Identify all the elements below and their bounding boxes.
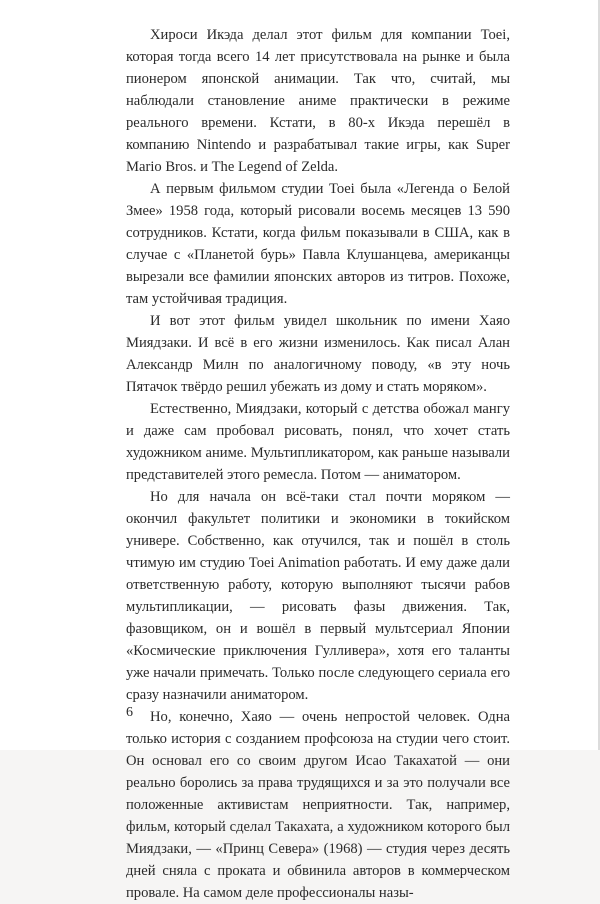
paragraph-3: И вот этот фильм увидел школьник по имени Хаяо Миядзаки. И всё в его жизни изменилось. Как писал Алан Александр Милн по аналогичному поводу, «в эту ночь Пятачок твёрдо решил убежать из дому и стать моряком». — [126, 313, 510, 395]
paragraph-2: А первым фильмом студии Toei была «Легенда о Белой Змее» 1958 года, который рисовали восемь месяцев 13 590 сотрудников. Кстати, когда фильм показывали в США, как в случае с «Планетой бурь» Павла Клушанцева, американцы вырезали все фамилии японских авторов из титров. Похоже, там устойчивая традиция. — [126, 181, 510, 307]
page-number: 6 — [126, 705, 133, 720]
paragraph-5: Но для начала он всё-таки стал почти моряком — окончил факультет политики и экономики в токийском универе. Собственно, как отучился, так и пошёл в столь чтимую им студию Toei Animation работать. И ему даже дали ответственную работу, которую выполняют тысячи рабов мультипликации, — рисовать фазы движения. Так, фазовщиком, он и вошёл в первый мультсериал Японии «Космические приключения Гулливера», хотя его таланты уже начали примечать. Только после следующего сериала его сразу назначили аниматором. — [126, 489, 510, 703]
body-text — [126, 24, 510, 904]
paragraph-4: Естественно, Миядзаки, который с детства обожал мангу и даже сам пробовал рисовать, понял, что хочет стать художником аниме. Мультипликатором, как раньше называли представителей этого ремесла. Потом — аниматором. — [126, 401, 510, 483]
paragraph-1: Хироси Икэда делал этот фильм для компании Toei, которая тогда всего 14 лет присутствовала на рынке и была пионером японской анимации. Так что, считай, мы наблюдали становление аниме практически в режиме реального времени. Кстати, в 80-х Икэда перешёл в компанию Nintendo и разрабатывал такие игры, как Super Mario Bros. и The Legend of Zelda. — [126, 27, 510, 175]
paragraph-6: Но, конечно, Хаяо — очень непростой человек. Одна только история с созданием профсоюза на студии чего стоит. Он основал его со своим другом Исао Такахатой — они реально боролись за права трудящихся и за это получали все положенные активистам неприятности. Так, например, фильм, который сделал Такахата, а художником которого был Миядзаки, — «Принц Севера» (1968) — студия через десять дней сняла с проката и обвинила авторов в коммерческом провале. На самом деле профессионалы назы- — [126, 709, 510, 901]
